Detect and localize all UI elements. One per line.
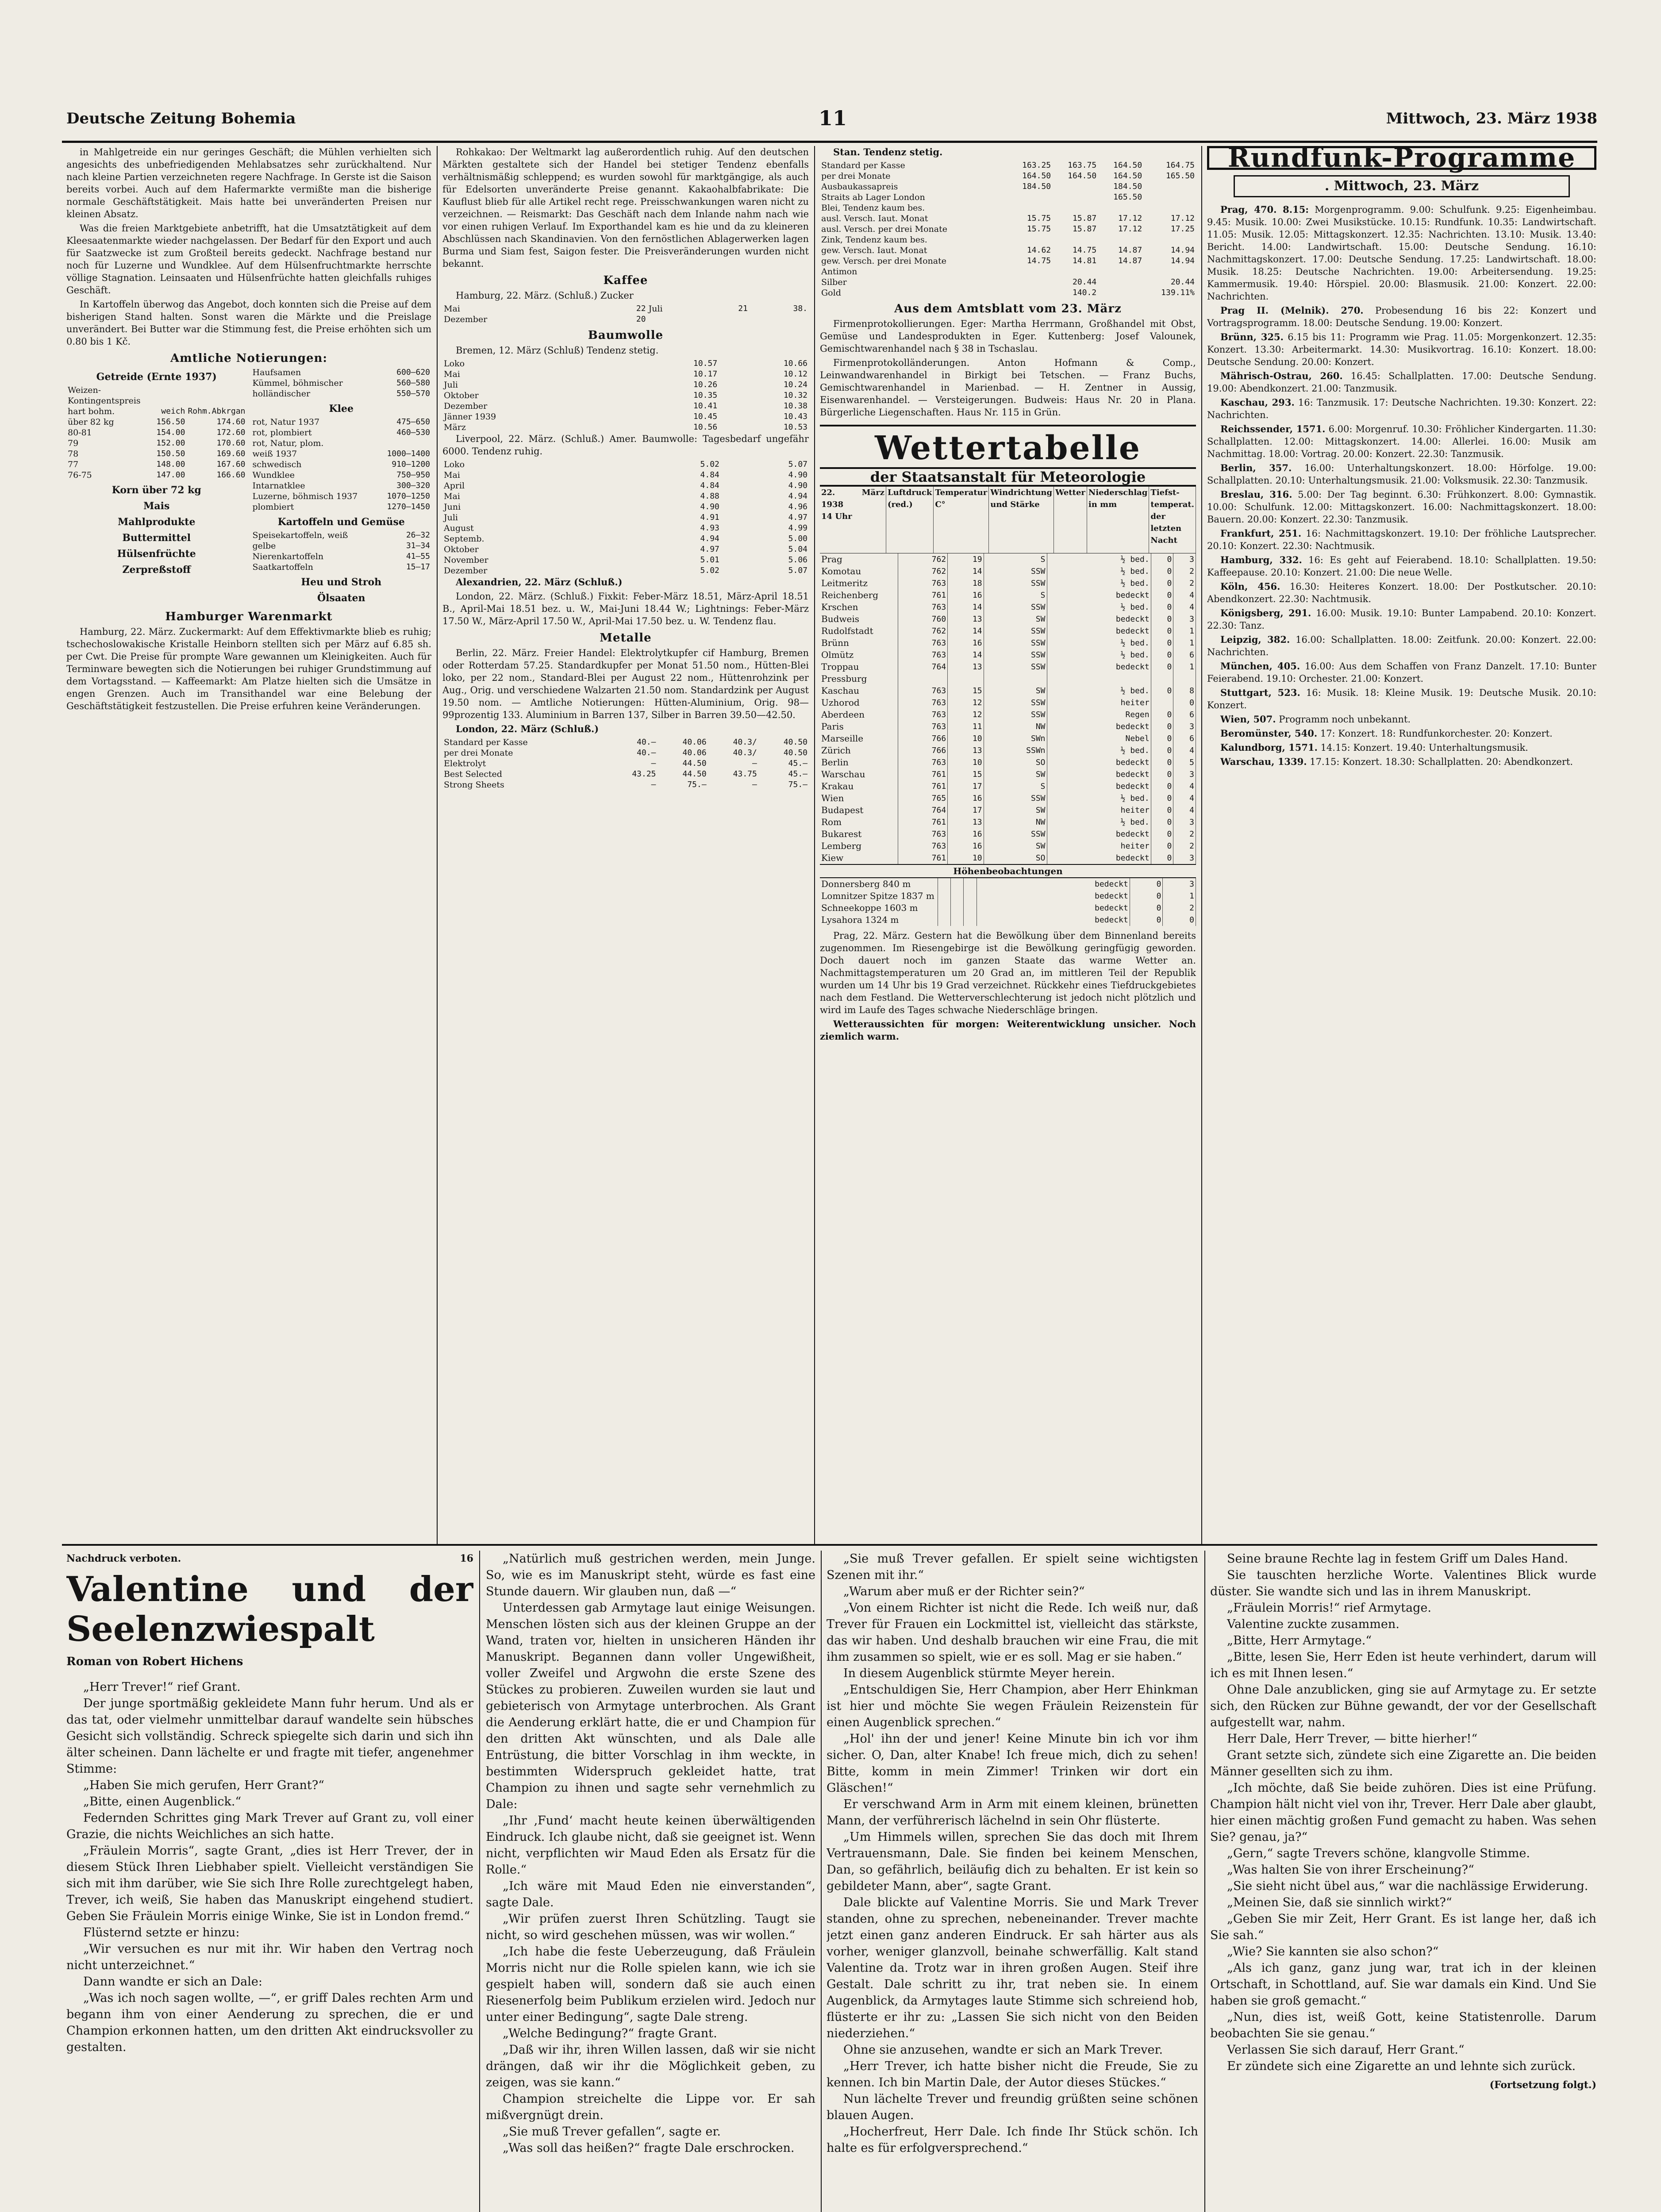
table-row: 80-81 154.00 172.60 <box>68 428 246 438</box>
potato-table <box>251 530 432 572</box>
radio-station-name: Wien, 507. <box>1220 714 1276 725</box>
column-rule-2 <box>814 146 815 1544</box>
table-row: Saatkartoffeln 15—17 <box>252 562 430 572</box>
radio-program-entry <box>1207 727 1596 740</box>
table-row: Zink, Tendenz kaum bes. <box>821 235 927 245</box>
weather-row: Marseille 766 10 SWn Nebel 0 6 <box>820 733 1196 745</box>
novel-paragraph: Er verschwand Arm in Arm mit einem kleinen, brünetten Mann, der verführerisch lächelnd in sein Ohr flüsterte. <box>827 1797 1198 1828</box>
table-row: Dezember 10.41 10.38 <box>444 401 807 411</box>
novel-text-4 <box>1210 1551 1596 2074</box>
tin-table <box>820 160 1196 298</box>
weather-row: Troppau 764 13 SSW bedeckt 0 1 <box>820 661 1196 673</box>
radio-station-name: Königsberg, 291. <box>1220 607 1311 618</box>
weather-forecast: Wetteraussichten für morgen: Weiterentwicklung unsicher. Noch ziemlich warm. <box>820 1018 1196 1042</box>
novel-continuation: (Fortsetzung folgt.) <box>1489 2079 1596 2091</box>
novel-paragraph: Federnden Schrittes ging Mark Trever auf Grant zu, voll einer Grazie, die nichts Weichliches an sich hatte. <box>66 1811 473 1841</box>
klee-title: Klee <box>329 403 354 415</box>
radio-title: Rundfunk-Programme <box>1207 146 1596 170</box>
novel-paragraph: „Was ich noch sagen wollte, —“, er griff Dales rechten Arm und begann ihm von einer Aenderung zu sprechen, die er und Champion erkonnen hatten, um den dritten Akt eindrucksvoller zu gestalten. <box>66 1991 473 2054</box>
novel-paragraph: Der junge sportmäßig gekleidete Mann fuhr herum. Und als er das tat, oder vielmehr unmittelbar darauf wandelte sein hübsches Gesicht sich vollständig. Schreck spiegelte sich darin und sich ihn älter scheinen. Dann lächelte er und fragte mit tiefer, angenehmer Stimme: <box>66 1697 473 1776</box>
radio-program-text: 17.15: Konzert. 18.30: Schallplatten. 20: Abendkonzert. <box>1310 757 1573 767</box>
novel-paragraph: „Ihr ‚Fund‘ macht heute keinen überwältigenden Eindruck. Ich glaube nicht, daß sie geeignet ist. Wenn nicht, verpflichten wir Maud Eden als Ersatz für die Rolle.“ <box>486 1814 815 1877</box>
market-p2: Was die freien Marktgebiete anbetrifft, hat die Umsatztätigkeit auf dem Kleesaatenmarkte wieder nachgelassen. Der Bedarf für den Export und auch für Saatzwecke ist zum Großteil bereits gedeckt. Nachfrage bestand nur noch für Luzerne und Wundklee. Auf dem Hülsenfruchtmarkte herrschte völlige Stagnation. Leinsaaten und Hülsenfrüchte hatten gleichfalls ruhiges Geschäft. <box>66 223 431 296</box>
novel-paragraph: „Was soll das heißen?“ fragte Dale erschrocken. <box>503 2141 795 2155</box>
table-row: rot, Natur 1937 475—650 <box>252 417 430 427</box>
novel-paragraph: „Herr Trever, ich hatte bisher nicht die Freude, Sie zu kennen. Ich bin Martin Dale, der Autor dieses Stückes.“ <box>827 2059 1198 2089</box>
radio-program-text: 16.00: Musik. 19.10: Bunter Lampabend. 20.10: Konzert. 22.30: Tanz. <box>1207 608 1596 631</box>
table-row: ausl. Versch. Iaut. Monat 15.75 15.87 17.12 17.12 <box>821 214 1195 223</box>
table-row: Nierenkartoffeln 41—55 <box>252 552 430 561</box>
weather-row: Krschen 763 14 SSW ½ bed. 0 4 <box>820 601 1196 613</box>
weather-row: Komotau 762 14 SSW ½ bed. 0 2 <box>820 565 1196 577</box>
weather-row: Reichenberg 761 16 S bedeckt 0 4 <box>820 589 1196 601</box>
mais-title: Mais <box>143 500 170 512</box>
paper-name: Deutsche Zeitung Bohemia <box>66 110 296 127</box>
table-row: Dezember 5.02 5.07 <box>444 566 807 576</box>
table-row: Loko 5.02 5.07 <box>444 460 807 469</box>
market-column-2 <box>442 146 809 1540</box>
table-row: Blei, Tendenz kaum bes. <box>821 203 925 213</box>
height-obs-row: Lysahora 1324 m bedeckt 0 0 <box>820 914 1196 926</box>
bremen-table <box>442 358 809 433</box>
weather-row: Zürich 766 13 SSWn ½ bed. 0 4 <box>820 745 1196 757</box>
novel-paragraph: Flüsternd setzte er hinzu: <box>83 1926 240 1939</box>
radio-program-entry <box>1207 634 1596 658</box>
table-row: November 5.01 5.06 <box>444 555 807 565</box>
metals-title: Metalle <box>600 631 652 645</box>
installment-number: 16 <box>460 1553 473 1564</box>
table-row: 78 150.50 169.60 <box>68 449 246 459</box>
radio-program-text: 16: Nachmittagskonzert. 19.10: Der fröhliche Lautsprecher. 20.10: Konzert. 22.30: Nachtmusik. <box>1207 528 1596 551</box>
table-row: plombiert 1270—1450 <box>252 502 430 512</box>
weather-row: Warschau 761 15 SW bedeckt 0 3 <box>820 768 1196 780</box>
radio-program-entry <box>1207 687 1596 711</box>
radio-date-box: . Mittwoch, 23. März <box>1234 175 1570 197</box>
table-row: März 10.56 10.53 <box>444 422 807 432</box>
liverpool-text: Liverpool, 22. März. (Schluß.) Amer. Baumwolle: Tagesbedarf ungefähr 6000. Tendenz ruhig. <box>442 434 809 457</box>
table-row: Juli 10.26 10.24 <box>444 380 807 390</box>
radio-program-text: 16.00: Unterhaltungskonzert. 18.00: Hörfolge. 19.00: Schallplatten. 20.10: Unterhaltungsmusik. 21.00: Volksmusik. 22.30: Tanzmusik. <box>1207 463 1596 486</box>
weather-row: Leitmeritz 763 18 SSW ½ bed. 0 2 <box>820 577 1196 589</box>
table-row: Straits ab Lager London 165.50 <box>821 192 1142 202</box>
market-column-1 <box>66 146 431 1540</box>
market-column-3 <box>820 146 1196 1540</box>
novel-paragraph: „Um Himmels willen, sprechen Sie das doch mit Ihrem Vertrauensmann, Dale. Sie finden bei keinem Menschen, Dan, so gefährlich, beiläufig dich zu behalten. Er ist kein so gebildeter Mann, aber“, sagte Grant. <box>827 1830 1198 1893</box>
radio-program-text: 17: Konzert. 18: Rundfunkorchester. 20: Konzert. <box>1320 728 1553 739</box>
novel-text-1 <box>66 1679 473 2055</box>
novel-paragraph: Dale blickte auf Valentine Morris. Sie und Mark Trever standen, ohne zu sprechen, nebeneinander. Trever machte jetzt einen ganz anderen Eindruck. Er sah härter aus als vorher, weniger glanzvoll, beinahe schwerfällig. Kalt stand Valentine da. Trotz war in ihren großen Augen. Steif ihre Gestalt. Dale schritt zu ihr, trat neben sie. In einem Augenblick, da Armytages laute Stimme sich schreiend hob, flüsterte er ihr zu: „Lassen Sie sich nicht von den Beiden niederziehen.“ <box>827 1896 1198 2040</box>
weather-table <box>820 487 1196 553</box>
novel-paragraph: „Nun, dies ist, weiß Gott, keine Statistenrolle. Darum beobachten Sie sie genau.“ <box>1210 2010 1596 2040</box>
table-row: schwedisch 910—1200 <box>252 460 430 469</box>
novel-paragraph: „Sie muß Trever gefallen. Er spielt seine wichtigsten Szenen mit ihr.“ <box>827 1552 1198 1582</box>
table-row: hart bohm. weich Rohm.Abkrgan <box>68 407 246 416</box>
table-row: Mai 10.17 10.12 <box>444 369 807 379</box>
liverpool-table <box>442 459 809 576</box>
novel-paragraph: „Bitte, lesen Sie, Herr Eden ist heute verhindert, darum will ich es mit Ihnen lesen.“ <box>1210 1650 1596 1680</box>
table-row: Gold 140.2 139.11% <box>821 288 1195 298</box>
novel-paragraph: Valentine zuckte zusammen. <box>1227 1617 1400 1631</box>
table-row: Haufsamen 600—620 <box>252 368 430 377</box>
novel-paragraph: „Daß wir ihr, ihren Willen lassen, daß wir sie nicht drängen, daß wir ihr die Möglichkeit geben, zu zeigen, was sie kann.“ <box>486 2043 815 2089</box>
novel-column-1 <box>66 1551 473 2212</box>
novel-paragraph: „Geben Sie mir Zeit, Herr Grant. Es ist lange her, daß ich Sie sah.“ <box>1210 1912 1596 1942</box>
table-row: Ausbaukassapreis 184.50 184.50 <box>821 182 1142 192</box>
weather-row: Bukarest 763 16 SSW bedeckt 0 2 <box>820 828 1196 840</box>
table-row: Juli 4.91 4.97 <box>444 513 807 522</box>
fats-title: Zerpreßstoff <box>122 564 191 576</box>
height-obs-rows <box>820 878 1196 926</box>
radio-program-text: 14.15: Konzert. 19.40: Unterhaltungsmusik. <box>1320 742 1528 753</box>
weather-row: Budapest 764 17 SW heiter 0 4 <box>820 804 1196 816</box>
radio-program-entry <box>1207 554 1596 579</box>
novel-paragraph: „Fräulein Morris“, sagte Grant, „dies ist Herr Trever, der in diesem Stück Ihren Liebhaber spielt. Vielleicht verständigen Sie sich mit ihm darüber, wie Sie sich Ihre Rolle zurechtgelegt haben, Trever, ich weiß, Sie haben das Manuskript eingehend studiert. Geben Sie Fräulein Morris einige Winke, Sie ist in London fremd.“ <box>66 1844 473 1923</box>
novel-paragraph: In diesem Augenblick stürmte Meyer herein. <box>843 1667 1115 1680</box>
novel-paragraph: „Hocherfreut, Herr Dale. Ich finde Ihr Stück schön. Ich halte es für erfolgversprechend.“ <box>827 2125 1198 2155</box>
weather-row: Krakau 761 17 S bedeckt 0 4 <box>820 780 1196 792</box>
radio-program-entry <box>1207 331 1596 368</box>
table-row: 79 152.00 170.60 <box>68 438 246 448</box>
table-row: Mai 22 Juli 21 38. <box>444 304 807 314</box>
novel-paragraph: „Von einem Richter ist nicht die Rede. Ich weiß nur, daß Trever für Frauen ein Lockmittel ist, vielleicht das stärkste, das wir haben. Und deshalb brauchen wir eine Frau, die mit ihm zusammen so spielt, wie er es soll. Mag er sie haben.“ <box>827 1601 1198 1664</box>
radio-station-name: Stuttgart, 523. <box>1220 687 1300 698</box>
novel-paragraph: Seine braune Rechte lag in festem Griff um Dales Hand. <box>1227 1552 1569 1566</box>
table-row: Speisekartoffeln, weiß 26—32 <box>252 530 430 540</box>
height-obs-title: Höhenbeobachtungen <box>820 864 1196 878</box>
metals-text: Berlin, 22. März. Freier Handel: Elektrolytkupfer cif Hamburg, Bremen oder Rotterdam 57.25. Standardkupfer per Monat 51.50 nom., Hütten-Blei loko, per 22 nom., Standard-Blei per August 22 nom., Hüttenrohzink per Aug., Orig. und verschiedene Walzarten 21.50 nom. Standardzink per August 19.50 nom. — Amtliche Notierungen: Hütten-Aluminium, Orig. 98—99prozentig 133. Aluminium in Barren 137, Silber in Barren 39.50—42.50. <box>442 648 809 720</box>
table-row: Loko 10.57 10.66 <box>444 359 807 369</box>
novel-paragraph: „Wie? Sie kannten sie also schon?“ <box>1227 1945 1439 1959</box>
table-row: Best Selected 43.25 44.50 43.75 45.— <box>444 769 807 779</box>
misc-table <box>251 367 432 399</box>
table-row: Kümmel, böhmischer 560—580 <box>252 378 430 388</box>
london-metals-title: London, 22. März (Schluß.) <box>456 723 599 734</box>
weather-row: Aberdeen 763 12 SSW Regen 0 6 <box>820 709 1196 721</box>
radio-program-entry <box>1207 756 1596 768</box>
novel-column-4 <box>1210 1551 1596 2212</box>
table-row: weiß 1937 1000—1400 <box>252 449 430 459</box>
column-rule-1 <box>437 146 438 1544</box>
hamburg-market-text: Hamburg, 22. März. Zuckermarkt: Auf dem Effektivmarkte blieb es ruhig; tschechoslowakische Kristalle Heinborn stellten sich per März auf 6.85 sh. per Cwt. Die Preise für prompte Ware gewannen um Kleinigkeiten. Auch für Terminware bewegten sich die Notierungen bei ruhiger Grundstimmung auf dem Vortagsstand. — Kaffeemarkt: Am Platze hielten sich die Umsätze in engen Grenzen. Auch im Transithandel war eine Belebung der Geschäftstätigkeit festzustellen. Die Preise erfuhren keine Veränderungen. <box>66 626 431 711</box>
novel-paragraph: „Warum aber muß er der Richter sein?“ <box>843 1585 1085 1598</box>
radio-program-text: 16: Musik. 18: Kleine Musik. 19: Deutsche Musik. 20.10: Konzert. <box>1207 687 1596 710</box>
novel-paragraph: „Haben Sie mich gerufen, Herr Grant?“ <box>83 1778 324 1792</box>
klee-table <box>251 417 432 512</box>
radio-station-name: Breslau, 316. <box>1220 489 1292 500</box>
radio-program-text: 16.00: Schallplatten. 18.00: Zeitfunk. 20.00: Konzert. 22.00: Nachrichten. <box>1207 634 1596 657</box>
weather-row: Rom 761 13 NW ½ bed. 0 3 <box>820 816 1196 828</box>
table-row: Oktober 4.97 5.04 <box>444 545 807 554</box>
novel-paragraph: Unterdessen gab Armytage laut einige Weisungen. Menschen lösten sich aus der kleinen Gruppe an der Wand, traten vor, hielten in unsicheren Händen ihr Manuskript. Begannen dann voller Ungewißheit, voller Zweifel und Argwohn die erste Szene des Stückes zu probieren. Zuweilen wurden sie laut und gebieterisch von Armytage unterbrochen. Als Grant die Aenderung erklärt hatte, die er und Champion für den dritten Akt wünschten, und als Dale alle Entrüstung, die bitter Vorschlag in ihm weckte, in bestimmten Widerspruch gekleidet hatte, trat Champion zu ihnen und sagte sehr vernehmlich zu Dale: <box>486 1601 815 1811</box>
novel-paragraph: „Natürlich muß gestrichen werden, mein Junge. So, wie es im Manuskript steht, würde es fast eine Stunde dauern. Wir glauben nun, daß —“ <box>486 1552 815 1598</box>
sugar-table <box>442 303 809 325</box>
radio-station-name: Leipzig, 382. <box>1220 634 1290 645</box>
weather-title: Wettertabelle <box>875 429 1141 467</box>
radio-program-entry <box>1207 204 1596 303</box>
table-row: über 82 kg 156.50 174.60 <box>68 417 246 427</box>
weather-row: Wien 765 16 SSW ½ bed. 0 4 <box>820 792 1196 804</box>
alexandria-title: Alexandrien, 22. März (Schluß.) <box>456 576 623 588</box>
coffee-title: Kaffee <box>603 274 648 287</box>
hamburg-market-title: Hamburger Warenmarkt <box>165 610 333 623</box>
radio-column <box>1207 146 1596 1540</box>
column-rule-3 <box>1201 146 1202 1544</box>
table-row: Mai 4.88 4.94 <box>444 492 807 501</box>
weather-subtitle: der Staatsanstalt für Meteorologie <box>820 467 1196 487</box>
metals-table <box>442 737 809 790</box>
novel-paragraph: Dann wandte er sich an Dale: <box>83 1975 262 1989</box>
hamburg-sugar: Hamburg, 22. März. (Schluß.) Zucker <box>456 290 634 301</box>
london-text: London, 22. März. (Schluß.) Fixkit: Feber-März 18.51, März-April 18.51 B., April-Mai 18.51 bez. u. W., Mai-Juni 18.44 W.; Lightnings: Feber-März 17.50 W., März-April 17.50 W., April-Mai 17.50 bez. u. W. Tendenz flau. <box>442 591 809 626</box>
radio-program-entry <box>1207 370 1596 395</box>
novel-paragraph: „Wir prüfen zuerst Ihren Schützling. Taugt sie nicht, so wird geschehen müssen, was wir wollen.“ <box>486 1912 815 1942</box>
radio-station-name: Berlin, 357. <box>1220 462 1292 473</box>
table-row: Mai 4.84 4.90 <box>444 470 807 480</box>
table-row: rot, plombiert 460—530 <box>252 428 430 438</box>
weather-row: Uzhorod 763 12 SSW heiter 0 <box>820 697 1196 709</box>
height-obs-row: Schneekoppe 1603 m bedeckt 0 2 <box>820 902 1196 914</box>
table-row: Weizen-Kontingentspreis <box>68 385 141 406</box>
table-row: per drei Monate 164.50 164.50 164.50 165.50 <box>821 171 1195 181</box>
novel-text-3 <box>827 1551 1198 2156</box>
grain-title: Getreide (Ernte 1937) <box>96 371 217 383</box>
novel-rule-1 <box>479 1551 480 2212</box>
novel-paragraph: Verlassen Sie sich darauf, Herr Grant.“ <box>1227 2043 1465 2057</box>
register-text: Firmenprotokollierungen. Eger: Martha Herrmann, Großhandel mit Obst, Gemüse und Landesprodukten in Eger. Kuttenberg: Josef Valounek, Gemischtwarenhandel nach § 38 in Tschaslau. <box>820 319 1196 354</box>
table-row: 76-75 147.00 166.60 <box>68 470 246 480</box>
wool-title: Baumwolle <box>588 329 664 342</box>
weather-row: Olmütz 763 14 SSW ½ bed. 0 6 <box>820 649 1196 661</box>
table-row: Oktober 10.35 10.32 <box>444 391 807 400</box>
radio-program-entry <box>1207 741 1596 754</box>
legume-title: Hülsenfrüchte <box>117 548 196 560</box>
novel-paragraph: Ohne Dale anzublicken, ging sie auf Armytage zu. Er setzte sich, den Rücken zur Bühne gewandt, der vor der Gesellschaft aufgestellt war, nahm. <box>1210 1683 1596 1729</box>
table-row: rot, Natur, plom. <box>252 438 324 448</box>
radio-program-text: Programm noch unbekannt. <box>1279 714 1411 725</box>
radio-station-name: Beromünster, 540. <box>1220 728 1318 739</box>
issue-date: Mittwoch, 23. März 1938 <box>1386 110 1597 127</box>
header-rule <box>62 141 1597 143</box>
weather-row: Kiew 761 10 SO bedeckt 0 3 <box>820 852 1196 864</box>
table-row: gew. Versch. per drei Monate 14.75 14.81 14.87 14.94 <box>821 256 1195 266</box>
novel-paragraph: „Hol' ihn der und jener! Keine Minute bin ich vor ihm sicher. O, Dan, alter Knabe! Ich freue mich, dich zu sehen! Bitte, komm in mein Zimmer! Trinken wir dort ein Gläschen!“ <box>827 1732 1198 1795</box>
butter-title: Buttermittel <box>122 532 191 544</box>
novel-paragraph: „Welche Bedingung?“ fragte Grant. <box>503 2027 717 2040</box>
radio-program-text: 16.30: Heiteres Konzert. 18.00: Der Postkutscher. 20.10: Abendkonzert. 22.30: Nachtmusik. <box>1207 581 1596 604</box>
novel-paragraph: „Ich möchte, daß Sie beide zuhören. Dies ist eine Prüfung. Champion hält nicht viel von ihr, Trever. Herr Dale aber glaubt, hier einen mächtig großen Fund gemacht zu haben. Was sehen Sie? genau, ja?“ <box>1210 1781 1596 1844</box>
novel-paragraph: „Bitte, einen Augenblick.“ <box>83 1795 242 1809</box>
radio-station-name: Warschau, 1339. <box>1220 756 1307 767</box>
radio-station-name: Frankfurt, 251. <box>1220 528 1302 539</box>
oil-title: Ölsaaten <box>317 592 365 604</box>
novel-paragraph: „Sie muß Trever gefallen“, sagte er. <box>503 2125 721 2139</box>
height-obs-row: Donnersberg 840 m bedeckt 0 3 <box>820 878 1196 890</box>
radio-program-text: 16: Es geht auf Feierabend. 18.10: Schallplatten. 19.50: Kaffeepause. 20.10: Konzert. 21.00: Die neue Welle. <box>1207 555 1596 578</box>
register-text-2: Firmenprotokolländerungen. Anton Hofmann & Comp., Leinwandwarenhandel in Birkigt bei Tetschen. — Franz Buchs, Gemischtwarenhandel in Marienbad. — H. Zentner in Aussig, Eisenwarenhandel. — Versteigerungen. Budweis: Haus Nr. 20 in Plana. Bürgerliche Liegenschaften. Haus Nr. 115 in Grün. <box>820 357 1196 418</box>
table-row: August 4.93 4.99 <box>444 523 807 533</box>
table-row: April 4.84 4.90 <box>444 481 807 491</box>
novel-paragraph: „Herr Trever!“ rief Grant. <box>83 1680 241 1694</box>
register-title: Aus dem Amtsblatt vom 23. März <box>894 302 1122 315</box>
official-quotes-title: Amtliche Notierungen: <box>170 352 328 365</box>
cocoa-text: Rohkakao: Der Weltmarkt lag außerordentlich ruhig. Auf den deutschen Märkten gestaltete sich der Handel bei stetiger Tendenz ebenfalls verhältnismäßig schleppend; es wurden sowohl für marktgängige, als auch für Edelsorten unveränderte Preise genannt. Kakaohalbfabrikate: Die Kauflust blieb für alle Artikel recht rege. Preisschwankungen waren nicht zu verzeichnen. — Reismarkt: Das Geschäft nach dem Inlande nahm nach wie vor einen ruhigen Verlauf. Im Exporthandel kam es hie und da zu kleineren Abschlüssen nach Skandinavien. Von den fernöstlichen Ablagerwerken lagen Burma und Siam fest, Saigon fester. Die Preisveränderungen wurden nicht bekannt. <box>442 147 809 269</box>
market-p3: In Kartoffeln überwog das Angebot, doch konnten sich die Preise auf dem bisherigen Stand halten. Sonst waren die Märkte und die Preislage unverändert. Bei Butter war die Stimmung fest, die Preise erhöhten sich um 0.80 bis 1 Kč. <box>66 299 431 347</box>
radio-program-text: 16.45: Schallplatten. 17.00: Deutsche Sendung. 19.00: Abendkonzert. 21.00: Tanzmusik. <box>1207 371 1596 394</box>
novel-paragraph: „Fräulein Morris!“ rief Armytage. <box>1227 1601 1431 1615</box>
weather-text: Prag, 22. März. Gestern hat die Bewölkung über dem Binnenland bereits zugenommen. Im Riesengebirge ist die Bewölkung geringfügig geworden. Doch dauert noch im ganzen Staate das warme Wetter an. Nachmittagstemperaturen um 20 Grad an, im mittleren Teil der Republik wurden um 14 Uhr bis 19 Grad verzeichnet. Rückkehr eines Tiefdruckgebietes nach dem Festland. Die Wetterverschlechterung ist jedoch nicht plötzlich und wird im Laufe des Tages schwache Niederschläge bringen. <box>820 930 1196 1015</box>
radio-program-text: 6.00: Morgenruf. 10.30: Fröhlicher Kindergarten. 11.30: Schallplatten. 12.00: Mittagskonzert. 14.00: Allerlei. 16.00: Musik am Nachmittag. 18.00: Vortrag. 20.00: Konzert. 22.30: Tanzmusik. <box>1207 424 1596 459</box>
novel-text-2 <box>486 1551 815 2156</box>
radio-station-name: München, 405. <box>1220 661 1300 672</box>
radio-station-name: Prag II. (Melnik). 270. <box>1220 305 1364 316</box>
weather-row: Berlin 763 10 SO bedeckt 0 5 <box>820 757 1196 768</box>
novel-paragraph: „Entschuldigen Sie, Herr Champion, aber Herr Ehinkman ist hier und möchte Sie wegen Fräulein Reizenstein für einen Augenblick sprechen.“ <box>827 1683 1198 1729</box>
weather-rows <box>820 553 1196 864</box>
radio-station-name: Prag, 470. 8.15: <box>1220 204 1309 215</box>
radio-program-text: 16: Tanzmusik. 17: Deutsche Nachrichten. 19.30: Konzert. 22: Nachrichten. <box>1207 397 1596 420</box>
radio-program-entry <box>1207 423 1596 460</box>
radio-program-entry <box>1207 607 1596 632</box>
novel-paragraph: Herr Dale, Herr Trever, — bitte hierher!“ <box>1227 1732 1478 1746</box>
novel-paragraph: „Was halten Sie von ihrer Erscheinung?“ <box>1227 1863 1474 1877</box>
table-row: gew. Versch. Iaut. Monat 14.62 14.75 14.87 14.94 <box>821 246 1195 255</box>
radio-program-entry <box>1207 713 1596 726</box>
section-rule <box>62 1544 1597 1546</box>
weather-row: Paris 763 11 NW bedeckt 0 3 <box>820 721 1196 733</box>
table-row: gelbe 31—34 <box>252 541 430 551</box>
mill-title: Mahlprodukte <box>118 516 196 528</box>
table-row: Antimon <box>821 267 857 276</box>
novel-paragraph: „Meinen Sie, daß sie sinnlich wirkt?“ <box>1227 1896 1452 1909</box>
radio-program-text: 6.15 bis 11: Programm wie Prag. 11.05: Morgenkonzert. 12.35: Konzert. 13.30: Arbeitermarkt. 14.30: Musikvortrag. 16.10: Konzert. 18.00: Deutsche Sendung. 20.00: Konzert. <box>1207 332 1596 367</box>
table-row: 77 148.00 167.60 <box>68 460 246 469</box>
radio-station-name: Hamburg, 332. <box>1220 554 1302 565</box>
table-row: Wundklee 750—950 <box>252 470 430 480</box>
table-row: Jänner 1939 10.45 10.43 <box>444 412 807 422</box>
radio-program-entry <box>1207 396 1596 421</box>
radio-program-entry <box>1207 580 1596 605</box>
table-row: Juni 4.90 4.96 <box>444 502 807 512</box>
novel-subtitle: Roman von Robert Hichens <box>66 1655 243 1668</box>
radio-station-name: Kaschau, 293. <box>1220 397 1295 408</box>
novel-paragraph: Grant setzte sich, zündete sich eine Zigarette an. Die beiden Männer gesellten sich zu ihm. <box>1210 1748 1596 1778</box>
hay-title: Heu und Stroh <box>301 576 382 588</box>
grain-table <box>66 385 247 480</box>
table-row: holländischer 550—570 <box>252 389 430 399</box>
weather-row: Prag 762 19 S ½ bed. 0 3 <box>820 553 1196 565</box>
radio-program-entry <box>1207 304 1596 329</box>
table-row: Standard per Kasse 163.25 163.75 164.50 164.75 <box>821 161 1195 170</box>
radio-sections <box>1207 204 1596 768</box>
radio-station-name: Brünn, 325. <box>1220 331 1284 342</box>
novel-paragraph: „Bitte, Herr Armytage.“ <box>1227 1634 1372 1647</box>
novel-title: Valentine und der Seelenzwiespalt <box>66 1569 473 1649</box>
table-row: Standard per Kasse 40.— 40.06 40.3/ 40.50 <box>444 737 807 747</box>
bremen-line: Bremen, 12. März (Schluß) Tendenz stetig. <box>456 345 659 356</box>
novel-paragraph: „Ich wäre mit Maud Eden nie einverstanden“, sagte Dale. <box>486 1879 815 1909</box>
reprint-notice: Nachdruck verboten. <box>66 1553 181 1564</box>
page-number: 11 <box>819 106 847 130</box>
radio-program-entry <box>1207 660 1596 685</box>
table-row: Luzerne, böhmisch 1937 1070—1250 <box>252 492 430 501</box>
novel-column-3 <box>827 1551 1198 2212</box>
novel-paragraph: „Als ich ganz, ganz jung war, trat ich in der kleinen Ortschaft, in Schottland, auf. Sie war damals ein Kind. Und Sie haben sie groß gemacht.“ <box>1210 1961 1596 2008</box>
table-row: ausl. Versch. per drei Monate 15.75 15.87 17.12 17.25 <box>821 224 1195 234</box>
weather-section <box>820 425 1196 926</box>
novel-rule-3 <box>1204 1551 1205 2212</box>
page-header <box>66 106 1597 141</box>
novel-paragraph: „Ich habe die feste Ueberzeugung, daß Fräulein Morris nicht nur die Rolle spielen kann, wie ich sie gespielt haben will, sondern daß sie auch einen Riesenerfolg beim Publikum erzielen wird. Jedoch nur unter einer Bedingung“, sagte Dale streng. <box>486 1945 815 2024</box>
height-obs-row: Lomnitzer Spitze 1837 m bedeckt 0 1 <box>820 890 1196 902</box>
table-row: per drei Monate 40.— 40.06 40.3/ 40.50 <box>444 748 807 758</box>
novel-paragraph: Champion streichelte die Lippe vor. Er sah mißvergnügt drein. <box>486 2092 815 2122</box>
radio-program-text: 16.00: Aus dem Schaffen von Franz Danzelt. 17.10: Bunter Feierabend. 19.10: Orchester. 21.00: Konzert. <box>1207 661 1596 684</box>
radio-station-name: Mährisch-Ostrau, 260. <box>1220 370 1343 381</box>
radio-station-name: Köln, 456. <box>1220 581 1280 592</box>
novel-paragraph: Sie tauschten herzliche Worte. Valentines Blick wurde düster. Sie wandte sich und las in ihrem Manuskript. <box>1210 1568 1596 1598</box>
weather-row: Pressburg <box>820 673 1196 685</box>
table-row: Septemb. 4.94 5.00 <box>444 534 807 544</box>
radio-station-name: Reichssender, 1571. <box>1220 423 1326 434</box>
radio-program-text: Morgenprogramm. 9.00: Schulfunk. 9.25: Eigenheimbau. 9.45: Musik. 10.00: Zwei Musikstücke. 10.15: Rundfunk. 10.35: Landwirtschaft. 11.05: Musik. 12.05: Mittagskonzert. 12.35: Nachrichten. 13.10: Musik. 13.40: Bericht. 14.00: Landwirtschaft. 15.00: Deutsche Sendung. 16.10: Nachmittagskonzert. 17.00: Deutsche Sendung. 17.25: Landwirtschaft. 18.00: Musik. 18.25: Deutsche Nachrichten. 19.00: Arbeitersendung. 19.25: Kammermusik. 19.40: Hörspiel. 20.00: Blasmusik. 21.00: Konzert. 22.00: Nachrichten. <box>1207 204 1596 302</box>
novel-paragraph: Er zündete sich eine Zigarette an und lehnte sich zurück. <box>1227 2059 1576 2073</box>
table-row: Dezember 20 <box>444 315 646 324</box>
radio-program-entry <box>1207 462 1596 487</box>
radio-program-text: Probesendung 16 bis 22: Konzert und Vortragsprogramm. 18.00: Deutsche Sendung. 19.00: Konzert. <box>1207 305 1596 328</box>
table-row: Elektrolyt — 44.50 — 45.— <box>444 759 807 768</box>
weather-row: Budweis 760 13 SW bedeckt 0 3 <box>820 613 1196 625</box>
rye-title: Korn über 72 kg <box>112 484 201 496</box>
weather-row: Brünn 763 16 SSW ½ bed. 0 1 <box>820 637 1196 649</box>
novel-paragraph: „Wir versuchen es nur mit ihr. Wir haben den Vertrag noch nicht unterzeichnet.“ <box>66 1942 473 1972</box>
radio-program-entry <box>1207 527 1596 552</box>
table-row: Silber 20.44 20.44 <box>821 277 1195 287</box>
weather-row: Kaschau 763 15 SW ½ bed. 0 8 <box>820 685 1196 697</box>
potato-title: Kartoffeln und Gemüse <box>277 516 405 528</box>
weather-row: Rudolfstadt 762 14 SSW bedeckt 0 1 <box>820 625 1196 637</box>
table-row: Strong Sheets — 75.— — 75.— <box>444 780 807 790</box>
novel-rule-2 <box>821 1551 822 2212</box>
novel-paragraph: Ohne sie anzusehen, wandte er sich an Mark Trever. <box>843 2043 1163 2057</box>
tin-title: Stan. Tendenz stetig. <box>833 146 943 157</box>
table-row: Intarnatklee 300—320 <box>252 481 430 491</box>
novel-paragraph: Nun lächelte Trever und freundig grüßten seine schönen blauen Augen. <box>827 2092 1198 2122</box>
radio-program-entry <box>1207 488 1596 526</box>
novel-paragraph: „Gern,“ sagte Trevers schöne, klangvolle Stimme. <box>1227 1847 1530 1860</box>
radio-station-name: Kalundborg, 1571. <box>1220 742 1318 753</box>
market-intro: in Mahlgetreide ein nur geringes Geschäft; die Mühlen verhielten sich angesichts des unbefriedigenden Mehlabsatzes sehr zurückhaltend. Nur nach kleine Partien verzeichneten regere Nachfrage. In Gerste ist die Saison bereits vorbei. Auch auf dem Hafermarkte vermißte man die bisherige normale Geschäftstätigkeit. Mais hatte bei unveränderten Preisen nur kleinen Absatz. <box>66 147 431 219</box>
novel-column-2 <box>486 1551 815 2212</box>
weather-row: Lemberg 763 16 SW heiter 0 2 <box>820 840 1196 852</box>
weather-header-row: 22. März 1938 14 Uhr Luftdruck (red.) Temperatur C° Windrichtung und Stärke Wetter Niederschlag in mm Tiefst-temperat. der letzten Nacht <box>820 487 1196 553</box>
novel-paragraph: „Sie sieht nicht übel aus,“ war die nachlässige Erwiderung. <box>1227 1879 1588 1893</box>
radio-program-text: 5.00: Der Tag beginnt. 6.30: Frühkonzert. 8.00: Gymnastik. 10.00: Schulfunk. 12.00: Mittagskonzert. 16.00: Nachmittagskonzert. 18.00: Bauern. 20.00: Konzert. 22.30: Tanzmusik. <box>1207 489 1596 525</box>
